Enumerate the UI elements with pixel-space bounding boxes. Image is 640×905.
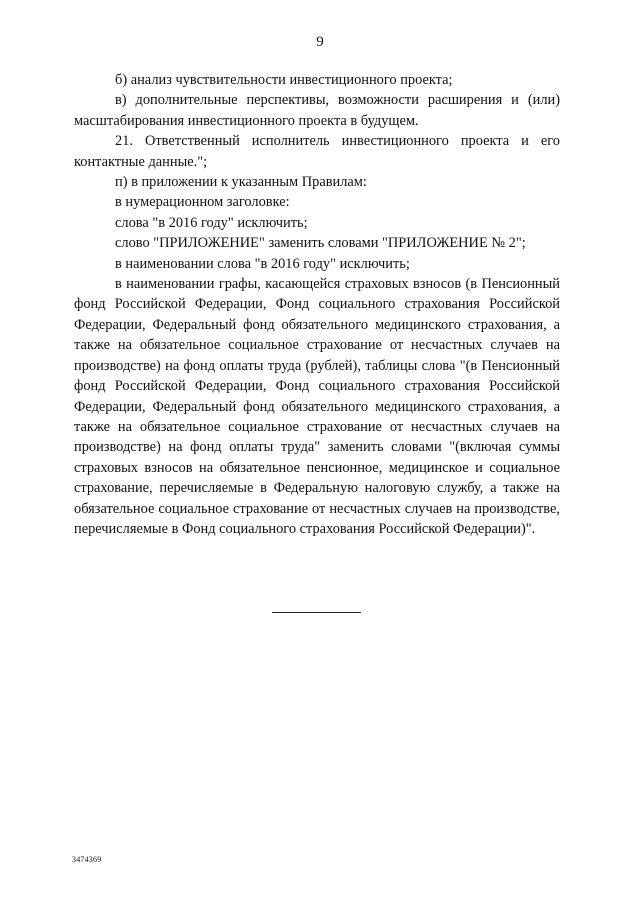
paragraph-title-exclude: в наименовании слова "в 2016 году" исключить; bbox=[115, 255, 410, 272]
end-divider bbox=[272, 612, 361, 613]
document-body bbox=[74, 70, 560, 539]
document-code: 3474369 bbox=[72, 855, 102, 864]
paragraph-column-title: в наименовании графы, касающейся страховых взносов (в Пенсионный фонд Российской Федерации, Фонд социального страхования Российской Федерации, Федеральный фонд обязательного медицинского страхования, а также на обязательное социальное страхование от несчастных случаев на производстве) на фонд оплаты труда (рублей), таблицы слова "(в Пенсионный фонд Российской Федерации, Фонд социального страхования Российской Федерации, Федеральный фонд обязательного медицинского страхования, а также на обязательное социальное страхование от несчастных случаев на производстве) на фонд оплаты труда" заменить словами "(включая суммы страховых взносов на обязательное пенсионное, медицинское и социальное страхование, перечисляемые в Федеральную налоговую службу, а также на обязательное социальное страхование от несчастных случаев на производстве, перечисляемые в Фонд социального страхования Российской Федерации)". bbox=[74, 276, 560, 537]
paragraph-item-v: в) дополнительные перспективы, возможности расширения и (или) масштабирования инвестиционного проекта в будущем. bbox=[74, 92, 560, 129]
paragraph-numbering-heading: в нумерационном заголовке: bbox=[115, 194, 290, 211]
paragraph-item-b: б) анализ чувствительности инвестиционного проекта; bbox=[115, 72, 453, 88]
paragraph-replace-appendix: слово "ПРИЛОЖЕНИЕ" заменить словами "ПРИЛОЖЕНИЕ № 2"; bbox=[115, 235, 526, 252]
paragraph-item-p: п) в приложении к указанным Правилам: bbox=[115, 174, 367, 191]
paragraph-exclude-words: слова "в 2016 году" исключить; bbox=[115, 214, 308, 231]
paragraph-item-21: 21. Ответственный исполнитель инвестиционного проекта и его контактные данные."; bbox=[74, 133, 560, 170]
page-number: 9 bbox=[316, 34, 324, 50]
